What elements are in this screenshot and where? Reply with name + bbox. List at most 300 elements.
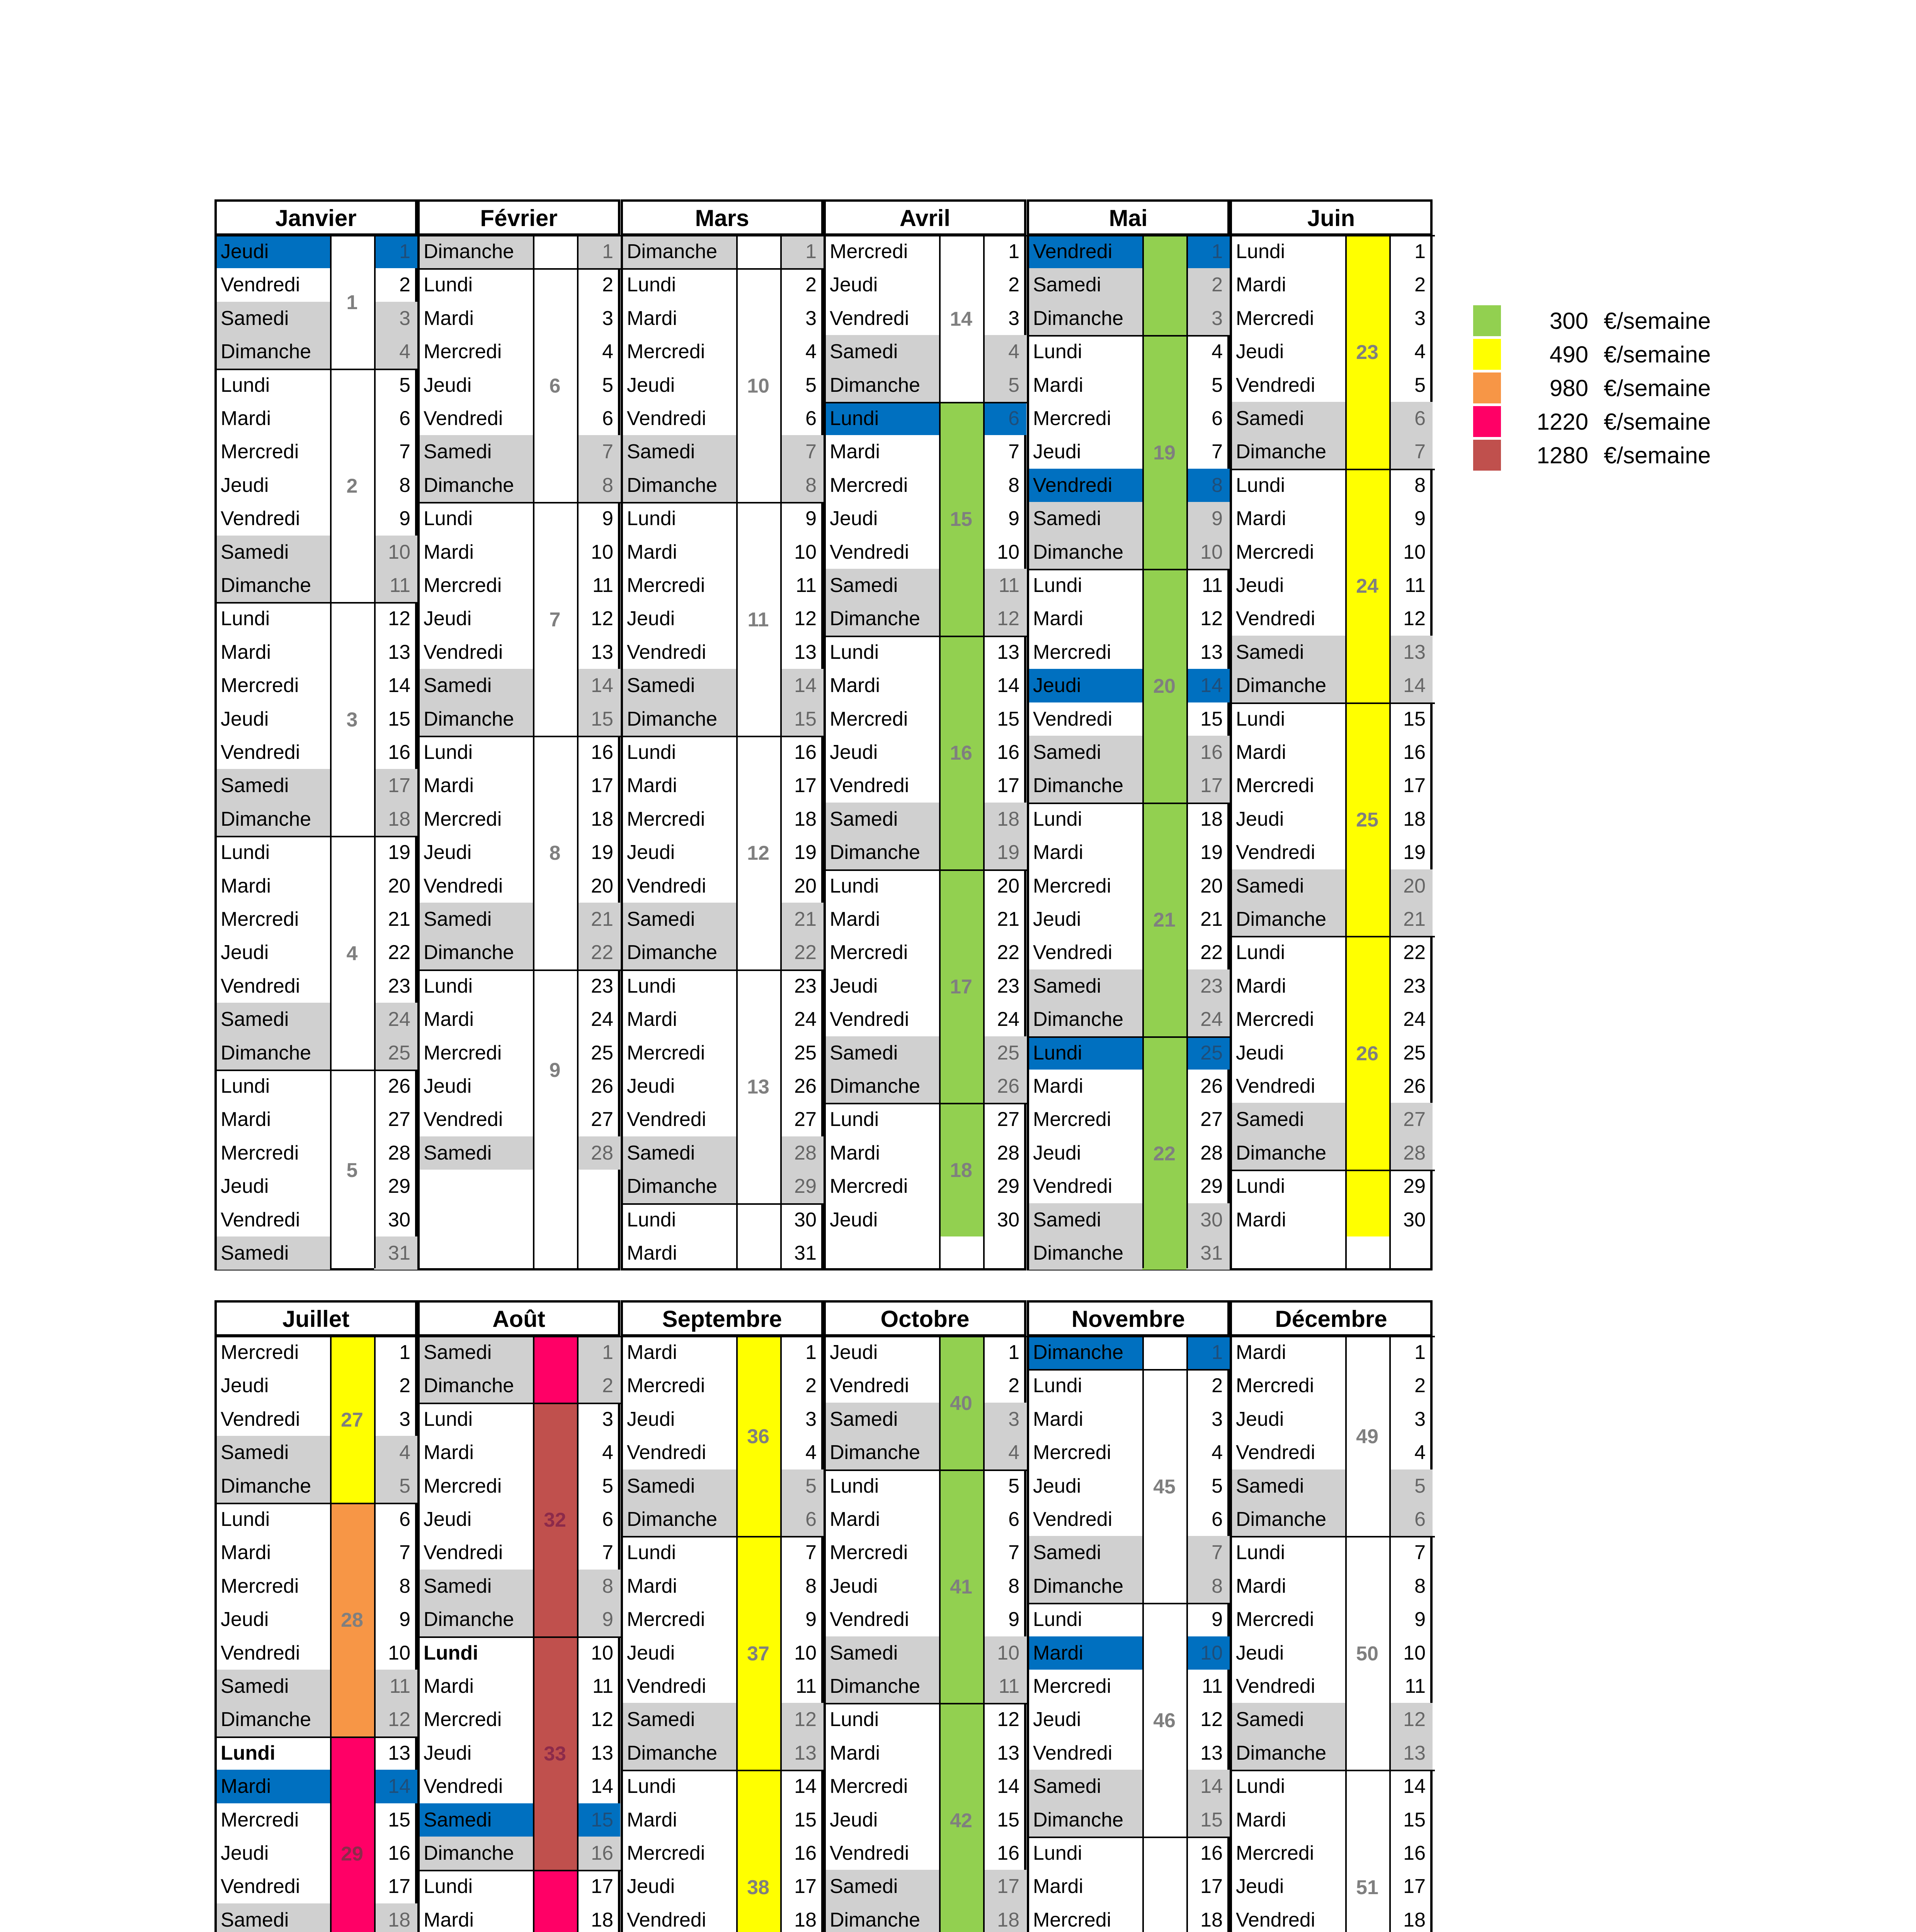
day-number: 5 (805, 374, 817, 396)
day-number: 3 (805, 307, 817, 330)
month-title: Février (420, 202, 618, 235)
day-number: 20 (997, 874, 1019, 897)
day-number: 12 (780, 1703, 824, 1736)
day-name: Samedi (826, 1870, 939, 1903)
day-name: Jeudi (830, 1341, 878, 1364)
legend-swatch (1473, 406, 1501, 437)
day-name: Dimanche (1232, 1736, 1345, 1770)
day-number: 4 (374, 335, 417, 368)
day-number: 10 (374, 536, 417, 569)
day-name: Samedi (623, 1469, 736, 1503)
month-title: Mars (623, 202, 821, 235)
day-name: Lundi (1029, 1036, 1142, 1070)
day-name: Dimanche (826, 1436, 939, 1469)
day-name: Mercredi (627, 808, 705, 830)
day-name: Jeudi (1033, 1708, 1081, 1731)
day-name: Jeudi (830, 507, 878, 530)
day-name: Mardi (424, 1675, 474, 1697)
day-number: 16 (997, 1842, 1019, 1864)
day-name: Vendredi (221, 1208, 300, 1231)
day-name: Mardi (424, 307, 474, 330)
day-name: Dimanche (826, 1903, 939, 1932)
day-name: Vendredi (1033, 707, 1113, 730)
day-name: Samedi (623, 1136, 736, 1170)
day-name: Dimanche (826, 602, 939, 635)
day-name: Samedi (420, 1136, 533, 1170)
month-novembre (1027, 1300, 1230, 1932)
week-number: 16 (939, 636, 983, 869)
day-name: Dimanche (217, 1469, 330, 1503)
day-number: 11 (983, 569, 1026, 602)
day-number: 10 (1403, 1641, 1426, 1664)
day-number: 25 (1186, 1036, 1230, 1070)
day-number: 18 (983, 1903, 1026, 1932)
day-number: 5 (1414, 374, 1426, 396)
day-number: 5 (1212, 374, 1223, 396)
day-name: Samedi (1232, 1703, 1345, 1736)
day-number: 23 (1186, 969, 1230, 1003)
day-name: Mercredi (830, 1775, 908, 1798)
day-name: Mercredi (1236, 307, 1314, 330)
day-number: 13 (1389, 636, 1433, 669)
day-name: Lundi (830, 874, 879, 897)
day-name: Dimanche (623, 1736, 736, 1770)
day-name: Mercredi (627, 1608, 705, 1631)
day-name: Mercredi (424, 808, 502, 830)
day-number: 8 (577, 1570, 620, 1603)
day-number: 24 (1403, 1008, 1426, 1031)
legend-price: 980 (1549, 375, 1588, 401)
day-number: 30 (1186, 1203, 1230, 1236)
day-number: 15 (997, 707, 1019, 730)
week-number: 23 (1345, 235, 1389, 469)
day-name: Dimanche (1232, 1136, 1345, 1170)
day-name: Mardi (221, 874, 271, 897)
legend-price: 1220 (1537, 409, 1588, 435)
day-name: Vendredi (221, 741, 300, 764)
day-number: 8 (577, 469, 620, 502)
week-number: 6 (533, 268, 577, 502)
legend-unit: €/semaine (1604, 308, 1711, 334)
day-number: 26 (1200, 1075, 1223, 1097)
day-number: 16 (388, 741, 410, 764)
day-name: Mardi (1033, 607, 1084, 630)
month-title: Août (420, 1303, 618, 1336)
day-name: Dimanche (420, 469, 533, 502)
day-number: 10 (591, 541, 613, 563)
day-name: Vendredi (424, 407, 503, 430)
day-number: 3 (602, 1408, 613, 1430)
day-name: Dimanche (217, 335, 330, 368)
day-name: Dimanche (420, 1837, 533, 1870)
day-number: 4 (1414, 1441, 1426, 1464)
day-number: 28 (780, 1136, 824, 1170)
day-number: 22 (997, 941, 1019, 964)
day-number: 29 (1200, 1175, 1223, 1198)
day-name: Jeudi (424, 1508, 472, 1531)
day-name: Dimanche (623, 235, 736, 268)
day-number: 1 (780, 235, 824, 268)
day-name: Mercredi (424, 574, 502, 597)
day-name: Mardi (1236, 1808, 1286, 1831)
day-name: Lundi (424, 274, 473, 296)
day-name: Jeudi (424, 607, 472, 630)
day-name: Samedi (623, 903, 736, 936)
week-number: 40 (939, 1336, 983, 1469)
day-number: 3 (1414, 307, 1426, 330)
day-number: 14 (1389, 669, 1433, 702)
week-number: 29 (330, 1736, 374, 1932)
day-number: 5 (602, 1475, 613, 1497)
day-number: 4 (1212, 1441, 1223, 1464)
week-number: 37 (736, 1536, 780, 1770)
day-number: 14 (1403, 1775, 1426, 1798)
day-number: 2 (399, 1374, 410, 1397)
day-number: 13 (997, 641, 1019, 663)
day-name: Dimanche (1029, 1336, 1142, 1369)
day-name: Mercredi (221, 1141, 299, 1164)
day-number: 3 (805, 1408, 817, 1430)
day-number: 16 (794, 741, 817, 764)
day-name: Mercredi (830, 941, 908, 964)
day-name: Samedi (826, 803, 939, 836)
day-number: 18 (1200, 1908, 1223, 1931)
day-number: 1 (1008, 1341, 1019, 1364)
day-name: Dimanche (1029, 1003, 1142, 1036)
legend-unit: €/semaine (1604, 375, 1711, 401)
day-name: Mercredi (1033, 641, 1111, 663)
day-name: Mercredi (627, 1374, 705, 1397)
day-name: Dimanche (623, 702, 736, 736)
day-number: 8 (399, 1575, 410, 1597)
day-name: Mercredi (1236, 774, 1314, 797)
day-name: Vendredi (1236, 1675, 1315, 1697)
day-name: Samedi (420, 1803, 533, 1837)
week-number (533, 1870, 577, 1932)
day-name: Samedi (217, 1436, 330, 1469)
day-name: Mercredi (627, 1041, 705, 1064)
day-name: Mardi (1236, 741, 1286, 764)
legend-unit: €/semaine (1604, 342, 1711, 367)
day-name: Lundi (1236, 1775, 1285, 1798)
day-number: 19 (388, 841, 410, 864)
day-number: 9 (1008, 1608, 1019, 1631)
month-title: Juillet (217, 1303, 415, 1336)
week-number (533, 235, 577, 268)
day-number: 11 (592, 1675, 613, 1697)
day-number: 2 (805, 1374, 817, 1397)
day-name: Mardi (1236, 1208, 1286, 1231)
day-number: 5 (374, 1469, 417, 1503)
day-number: 12 (374, 1703, 417, 1736)
day-number: 9 (602, 507, 613, 530)
day-name: Samedi (1029, 502, 1142, 535)
day-name: Jeudi (424, 841, 472, 864)
day-number: 14 (780, 669, 824, 702)
day-number: 8 (1008, 1575, 1019, 1597)
day-number: 4 (983, 1436, 1026, 1469)
day-name: Vendredi (830, 774, 909, 797)
day-name: Jeudi (1236, 1408, 1284, 1430)
day-number: 9 (805, 507, 817, 530)
day-number: 16 (794, 1842, 817, 1864)
day-number: 15 (1200, 707, 1223, 730)
month-octobre (824, 1300, 1026, 1932)
day-name: Samedi (420, 903, 533, 936)
day-name: Samedi (1029, 969, 1142, 1003)
week-number: 2 (330, 369, 374, 602)
day-number: 8 (1186, 469, 1230, 502)
day-name: Jeudi (221, 707, 269, 730)
week-number: 24 (1345, 469, 1389, 702)
day-number: 14 (388, 674, 410, 697)
day-number: 11 (592, 574, 613, 597)
day-number: 10 (997, 541, 1019, 563)
day-number: 13 (591, 641, 613, 663)
day-number: 7 (602, 1541, 613, 1564)
day-number: 1 (1414, 1341, 1426, 1364)
day-name: Vendredi (830, 307, 909, 330)
day-number: 22 (1403, 941, 1426, 964)
day-number: 7 (1008, 1541, 1019, 1564)
day-number: 2 (805, 274, 817, 296)
day-name: Mardi (830, 674, 880, 697)
day-name: Vendredi (221, 1875, 300, 1898)
day-number: 9 (1186, 502, 1230, 535)
day-name: Samedi (217, 1670, 330, 1703)
month-title: Juin (1232, 202, 1430, 235)
legend-swatch (1473, 339, 1501, 370)
day-name: Jeudi (217, 235, 330, 268)
week-number: 1 (330, 235, 374, 369)
day-name: Mardi (1033, 841, 1084, 864)
day-number: 6 (1212, 1508, 1223, 1531)
day-number: 29 (388, 1175, 410, 1198)
day-number: 13 (1200, 1742, 1223, 1764)
day-number: 9 (399, 1608, 410, 1631)
day-name: Mardi (1033, 1408, 1084, 1430)
day-number: 8 (1414, 474, 1426, 497)
day-name: Lundi (830, 1708, 879, 1731)
day-number: 5 (1008, 1475, 1019, 1497)
day-number: 14 (577, 669, 620, 702)
week-number: 7 (533, 502, 577, 736)
day-number: 29 (780, 1170, 824, 1203)
day-number: 19 (1403, 841, 1426, 864)
day-name: Mercredi (1033, 1441, 1111, 1464)
day-number: 27 (1200, 1108, 1223, 1131)
day-number: 10 (591, 1641, 613, 1664)
day-number: 27 (591, 1108, 613, 1131)
day-name: Lundi (424, 975, 473, 997)
day-number: 3 (983, 1403, 1026, 1436)
day-number: 12 (1200, 1708, 1223, 1731)
day-number: 20 (1200, 874, 1223, 897)
day-number: 27 (1389, 1103, 1433, 1136)
day-number: 23 (794, 975, 817, 997)
legend-swatch (1473, 305, 1501, 336)
day-name: Jeudi (424, 1075, 472, 1097)
day-number: 2 (602, 274, 613, 296)
day-number: 9 (1008, 507, 1019, 530)
day-number: 4 (805, 340, 817, 363)
day-number: 24 (794, 1008, 817, 1031)
day-name: Jeudi (830, 1808, 878, 1831)
day-name: Jeudi (1236, 1041, 1284, 1064)
day-number: 2 (1414, 1374, 1426, 1397)
week-number: 22 (1142, 1036, 1186, 1270)
day-name: Vendredi (627, 1908, 706, 1931)
day-number: 8 (1008, 474, 1019, 497)
day-number: 14 (1186, 669, 1230, 702)
day-number: 19 (1200, 841, 1223, 864)
day-number: 4 (1414, 340, 1426, 363)
day-number: 18 (1200, 808, 1223, 830)
day-name: Mardi (1236, 507, 1286, 530)
day-number: 19 (794, 841, 817, 864)
day-name: Mardi (1236, 274, 1286, 296)
day-number: 17 (1403, 774, 1426, 797)
day-number: 9 (1414, 1608, 1426, 1631)
day-name: Mardi (830, 1508, 880, 1531)
week-number: 3 (330, 602, 374, 836)
day-name: Dimanche (623, 1503, 736, 1536)
day-number: 24 (997, 1008, 1019, 1031)
day-name: Jeudi (424, 374, 472, 396)
day-name: Dimanche (217, 1703, 330, 1736)
day-number: 4 (805, 1441, 817, 1464)
day-number: 21 (577, 903, 620, 936)
day-number: 25 (983, 1036, 1026, 1070)
day-name: Mardi (424, 541, 474, 563)
week-number: 41 (939, 1469, 983, 1703)
day-number: 9 (577, 1603, 620, 1636)
week-number: 27 (330, 1336, 374, 1503)
week-number: 4 (330, 836, 374, 1070)
day-name: Samedi (420, 1570, 533, 1603)
day-number: 17 (983, 1870, 1026, 1903)
day-number: 10 (1186, 536, 1230, 569)
day-name: Jeudi (627, 1075, 675, 1097)
day-number: 17 (1200, 1875, 1223, 1898)
day-number: 16 (591, 741, 613, 764)
day-name: Dimanche (420, 1603, 533, 1636)
month-septembre (621, 1300, 824, 1932)
day-name: Samedi (1232, 1469, 1345, 1503)
day-name: Lundi (627, 1541, 676, 1564)
day-number: 12 (1200, 607, 1223, 630)
day-name: Dimanche (217, 569, 330, 602)
month-juillet (214, 1300, 417, 1932)
day-number: 6 (602, 1508, 613, 1531)
day-number: 9 (399, 507, 410, 530)
day-number: 18 (591, 1908, 613, 1931)
day-number: 3 (1414, 1408, 1426, 1430)
month-mai (1027, 199, 1230, 1270)
day-name: Samedi (217, 1903, 330, 1932)
week-number: 17 (939, 869, 983, 1103)
day-name: Mercredi (221, 1575, 299, 1597)
day-number: 15 (780, 702, 824, 736)
day-number: 30 (388, 1208, 410, 1231)
day-name: Dimanche (623, 1170, 736, 1203)
day-number: 8 (1414, 1575, 1426, 1597)
day-name: Vendredi (830, 541, 909, 563)
day-number: 6 (983, 402, 1026, 435)
day-name: Lundi (1236, 1175, 1285, 1198)
day-number: 5 (780, 1469, 824, 1503)
week-number: 5 (330, 1070, 374, 1270)
day-name: Vendredi (830, 1374, 909, 1397)
month-title: Mai (1029, 202, 1227, 235)
day-number: 6 (1008, 1508, 1019, 1531)
day-name: Jeudi (1033, 1475, 1081, 1497)
day-number: 15 (1403, 707, 1426, 730)
day-number: 11 (374, 569, 417, 602)
day-name: Jeudi (1236, 574, 1284, 597)
day-name: Mardi (1029, 1636, 1142, 1670)
day-number: 9 (1414, 507, 1426, 530)
day-number: 11 (983, 1670, 1026, 1703)
day-name: Mercredi (424, 1475, 502, 1497)
day-number: 16 (1186, 736, 1230, 769)
day-number: 15 (577, 702, 620, 736)
day-number: 8 (1186, 1570, 1230, 1603)
day-number: 24 (374, 1003, 417, 1036)
day-name: Jeudi (627, 374, 675, 396)
day-name: Mardi (424, 1441, 474, 1464)
day-name: Mardi (627, 1242, 677, 1264)
day-number: 12 (997, 1708, 1019, 1731)
day-name: Lundi (424, 1641, 478, 1664)
day-number: 22 (780, 936, 824, 969)
day-number: 5 (602, 374, 613, 396)
day-number: 23 (997, 975, 1019, 997)
day-name: Dimanche (623, 469, 736, 502)
day-name: Vendredi (424, 641, 503, 663)
day-name: Samedi (623, 435, 736, 468)
day-name: Samedi (623, 1703, 736, 1736)
day-number: 13 (388, 641, 410, 663)
day-name: Mercredi (1033, 1675, 1111, 1697)
day-number: 3 (1008, 307, 1019, 330)
week-number: 50 (1345, 1536, 1389, 1770)
day-name: Lundi (1236, 707, 1285, 730)
day-name: Vendredi (424, 1775, 503, 1798)
day-name: Lundi (1033, 340, 1082, 363)
day-name: Lundi (627, 1775, 676, 1798)
day-number: 20 (388, 874, 410, 897)
day-name: Lundi (830, 641, 879, 663)
day-name: Samedi (217, 1003, 330, 1036)
week-number: 18 (939, 1103, 983, 1236)
day-number: 4 (602, 340, 613, 363)
day-number: 8 (399, 474, 410, 497)
week-number: 49 (1345, 1336, 1389, 1536)
day-number: 5 (983, 369, 1026, 402)
day-number: 2 (1414, 274, 1426, 296)
day-number: 22 (388, 941, 410, 964)
day-number: 1 (1186, 1336, 1230, 1369)
month-title: Octobre (826, 1303, 1024, 1336)
day-number: 1 (1008, 240, 1019, 263)
day-name: Mercredi (1033, 874, 1111, 897)
day-name: Mercredi (1236, 1608, 1314, 1631)
day-name: Mardi (217, 1770, 330, 1803)
day-name: Lundi (627, 975, 676, 997)
day-number: 30 (794, 1208, 817, 1231)
day-name: Mercredi (1236, 541, 1314, 563)
